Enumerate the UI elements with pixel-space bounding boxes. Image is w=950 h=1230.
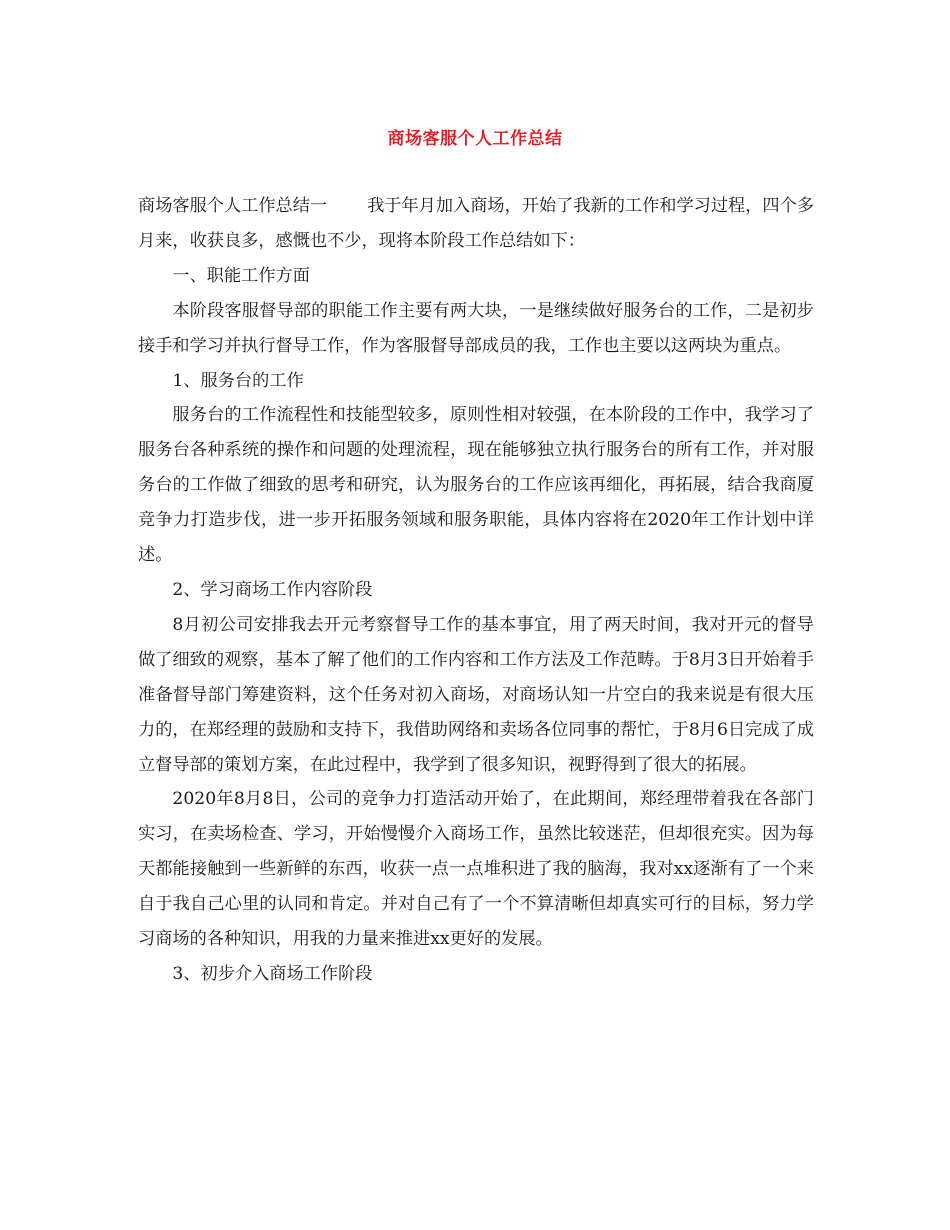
section1-paragraph: 本阶段客服督导部的职能工作主要有两大块，一是继续做好服务台的工作，二是初步接手和学习并执行督导工作，作为客服督导部成员的我，工作也主要以这两块为重点。	[138, 300, 814, 356]
section1-heading: 一、职能工作方面	[172, 265, 310, 286]
intro-label: 商场客服个人工作总结一	[138, 196, 328, 216]
sub1-paragraph: 服务台的工作流程性和技能型较多，原则性相对较强，在本阶段的工作中，我学习了服务台各种系统的操作和问题的处理流程，现在能够独立执行服务台的所有工作，并对服务台的工作做了细致的思考和研究，认为服务台的工作应该再细化，再拓展，结合我商厦竞争力打造步伐，进一步开拓服务领域和服务职能，具体内容将在2020年工作计划中详述。	[138, 405, 814, 566]
sub2-paragraph-2: 2020年8月8日，公司的竞争力打造活动开始了，在此期间，郑经理带着我在各部门实习，在卖场检查、学习，开始慢慢介入商场工作，虽然比较迷茫，但却很充实。因为每天都能接触到一些新鲜的东西，收获一点一点堆积进了我的脑海，我对xx逐渐有了一个来自于我自己心里的认同和肯定。并对自己有了一个不算清晰但却真实可行的目标，努力学习商场的各种知识，用我的力量来推进xx更好的发展。	[138, 789, 814, 950]
document-title: 商场客服个人工作总结	[387, 129, 563, 149]
intro-text: 我于年月加入商场，开始了我新的工作和学习过程，四个多月来，收获良多，感慨也不少，现将本阶段工作总结如下：	[138, 196, 814, 251]
intro-paragraph	[138, 189, 814, 259]
sub2-paragraph-1: 8月初公司安排我去开元考察督导工作的基本事宜，用了两天时间，我对开元的督导做了细致的观察，基本了解了他们的工作内容和工作方法及工作范畴。于8月3日开始着手准备督导部门筹建资料，这个任务对初入商场，对商场认知一片空白的我来说是有很大压力的，在郑经理的鼓励和支持下，我借助网络和卖场各位同事的帮忙，于8月6日完成了成立督导部的策划方案，在此过程中，我学到了很多知识，视野得到了很大的拓展。	[138, 614, 814, 775]
sub2-heading: 2、学习商场工作内容阶段	[172, 579, 373, 600]
sub1-heading: 1、服务台的工作	[172, 370, 304, 391]
document-body	[138, 189, 814, 992]
sub3-heading: 3、初步介入商场工作阶段	[172, 963, 373, 984]
